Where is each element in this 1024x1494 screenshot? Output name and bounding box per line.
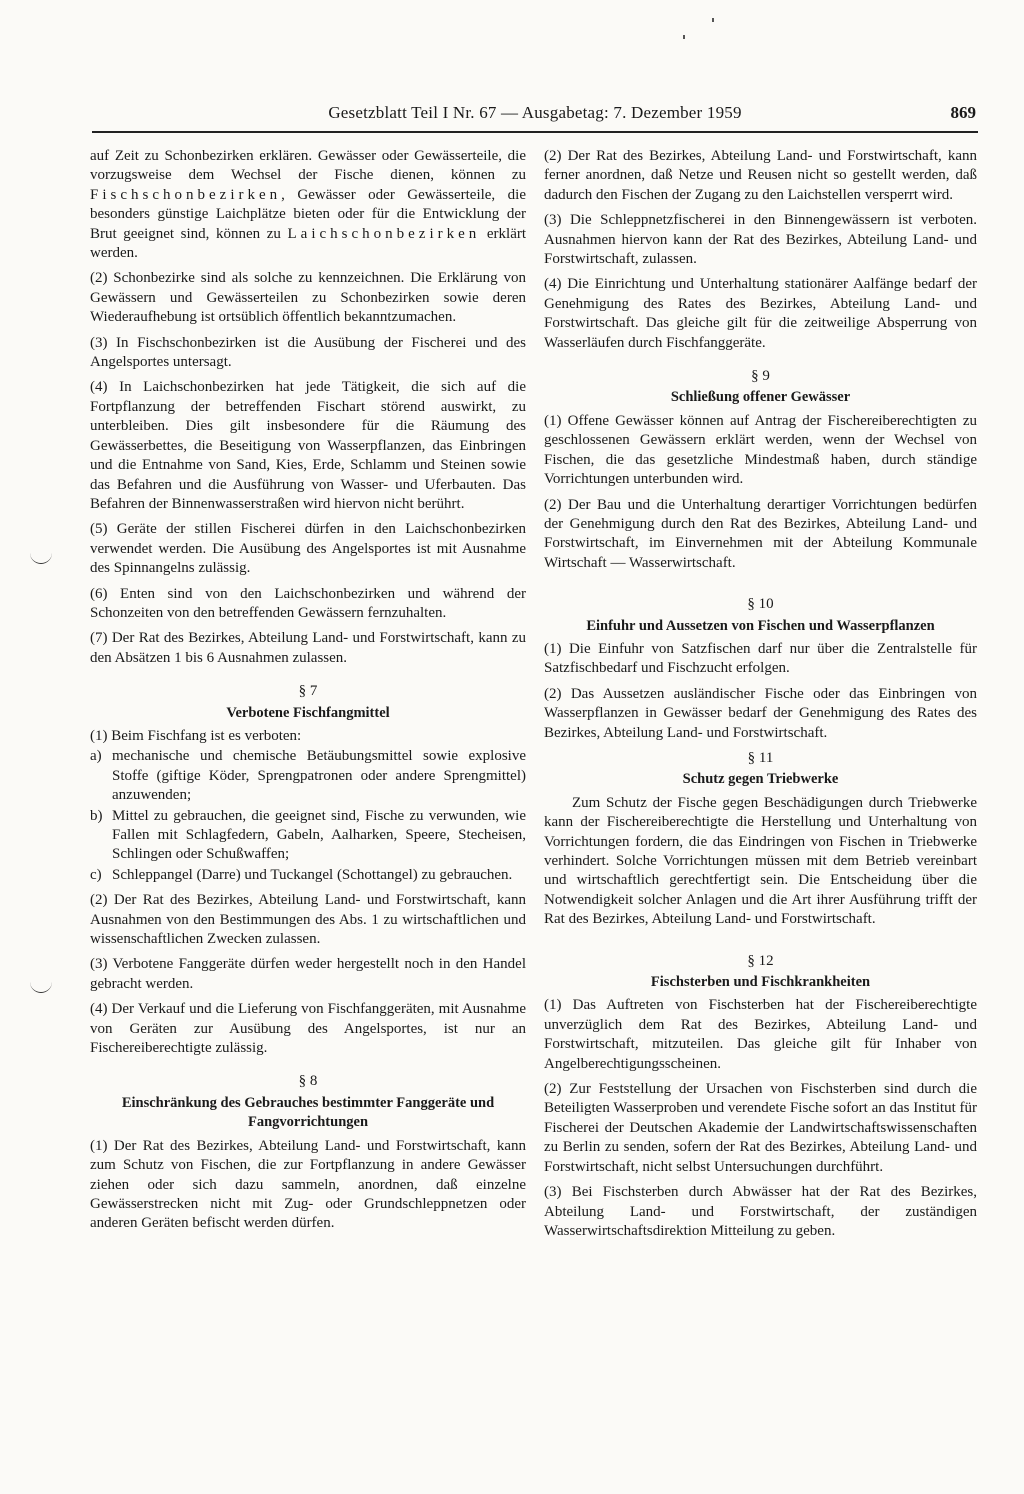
paragraph: (2) Der Rat des Bezirkes, Abteilung Land- und Forstwirtschaft, kann Ausnahmen von den Bestimmungen des Abs. 1 zu wirtschaftlichen und wissenschaftlichen Zwecken zulassen. [90,892,526,948]
paragraph: (1) Das Auftreten von Fischsterben hat der Fischereiberechtigte unverzüglich dem Rat des Bezirkes, Abteilung Land- und Forstwirtschaft, mitzuteilen. Das gleiche gilt für Inhaber von Angelberechtigungsscheinen. [544,997,977,1072]
paragraph: (2) Der Rat des Bezirkes, Abteilung Land- und Forstwirtschaft, kann ferner anordnen, daß Netze und Reusen nicht so gestellt werden, daß dadurch den Fischen der Zugang zu den Laichstellen versperrt wird. [544,148,977,203]
right-column [544,147,977,1247]
section-title: Einfuhr und Aussetzen von Fischen und Wasserpflanzen [586,617,935,634]
text-run: erklärt werden. [90,225,527,262]
paragraph: (4) Der Verkauf und die Lieferung von Fischfanggeräten, mit Ausnahme von Geräten zur Ausübung des Angelsportes, ist nur an Fischereiberechtigte zulässig. [90,1001,526,1057]
margin-mark [30,553,52,564]
list-label: b) [90,807,103,824]
paragraph: (1) Beim Fischfang ist es verboten: [90,727,302,744]
paragraph: (3) Bei Fischsterben durch Abwässer hat der Rat des Bezirkes, Abteilung Land- und Forstwirtschaft, der zuständigen Wasserwirtschaftsdirektion Mitteilung zu geben. [544,1184,977,1239]
paragraph: (2) Schonbezirke sind als solche zu kennzeichnen. Die Erklärung von Gewässern und Gewässerteilen zu Schonbezirken sowie deren Wiederaufhebung ist ortsüblich öffentlich bekanntzumachen. [90,270,526,326]
section-number: § 8 [298,1073,318,1090]
paragraph: (2) Der Bau und die Unterhaltung derartiger Vorrichtungen bedürfen der Genehmigung durch den Rat des Bezirkes, Abteilung Land- und Forstwirtschaft, im Einvernehmen mit der Abteilung Kommunale Wirtschaft — Wasserwirtschaft. [544,496,977,571]
scan-speck [712,18,714,22]
section-title: Schutz gegen Triebwerke [682,771,839,788]
paragraph: (4) Die Einrichtung und Unterhaltung stationärer Aalfänge bedarf der Genehmigung des Rates des Bezirkes, Abteilung Land- und Forstwirtschaft. Das gleiche gilt für die zeitweilige Absperrung von Wasserläufen durch Fischfanggeräte. [544,276,977,351]
section-number: § 7 [298,683,318,700]
paragraph: (1) Offene Gewässer können auf Antrag der Fischereiberechtigten zu geschlossenen Gewässern erklärt werden, wenn der Wechsel von Fischen, die das gesetzliche Mindestmaß haben, durch ständige Vorrichtungen unterbunden wird. [544,412,977,488]
paragraph: (3) Die Schleppnetzfischerei in den Binnengewässern ist verboten. Ausnahmen hiervon kann der Rat des Bezirkes, Abteilung Land- und Forstwirtschaft, zulassen. [544,212,977,268]
paragraph: (3) Verbotene Fanggeräte dürfen weder hergestellt noch in den Handel gebracht werden. [90,956,526,992]
list-label: c) [90,866,102,883]
paragraph: (4) In Laichschonbezirken hat jede Tätigkeit, die sich auf die Fortpflanzung der betreffenden Fischart störend auswirkt, zu unterbleiben. Dies gilt insbesondere für die Räumung des Gewässerbettes, die Beseitigung von Wasserpflanzen, das Einbringen und die Entnahme von Sand, Kies, Erde, Schlamm und Steinen sowie das Befahren und die Ausführung von Wasser- und Uferbauten. Das Befahren der Binnenwasserstraßen wird hiervon nicht berührt. [90,379,526,512]
list-item [90,866,526,885]
paragraph: (1) Die Einfuhr von Satzfischen darf nur über die Zentralstelle für Satzfischbedarf und Fischzucht erfolgen. [544,640,977,677]
paragraph: (7) Der Rat des Bezirkes, Abteilung Land- und Forstwirtschaft, kann zu den Absätzen 1 bis 6 Ausnahmen zulassen. [90,630,526,666]
scan-speck [683,35,685,39]
section-title: Verbotene Fischfangmittel [226,704,390,721]
text-run: auf Zeit zu Schonbezirken erklären. Gewässer oder Gewässerteile, die vorzugsweise dem Wechsel der Fische dienen, können zu [90,148,526,184]
paragraph: (5) Geräte der stillen Fischerei dürfen in den Laichschonbezirken verwendet werden. Die Ausübung des Angelsportes ist mit Ausnahme des Spinnangelns zulässig. [90,521,526,577]
section-title: Einschränkung des Gebrauches bestimmter Fanggeräte und Fangvorrichtungen [121,1094,495,1131]
margin-mark [30,982,52,993]
text-run: , Gewässer oder Gewässerteile, die besonders günstige Laichplätze bieten oder für die Entwicklung der Brut geeignet sind, können zu [90,186,526,242]
list-text: Schleppangel (Darre) und Tuckangel (Schottangel) zu gebrauchen. [112,866,513,883]
emphasis-laichschonbezirken: Laichschonbezirken [287,225,481,242]
emphasis-fischschonbezirken: Fischschonbezirken [90,186,282,203]
section-number: § 9 [751,368,770,385]
paragraph: (2) Zur Feststellung der Ursachen von Fischsterben sind durch die Beteiligten Wasserproben und verendete Fische sofort an das Institut für Fischerei der Deutschen Akademie der Landwirtschaftswissenschaften zu Berlin zu senden, sofern der Rat des Bezirkes, Abteilung Land- und Forstwirtschaft, nicht selbst Untersuchungen durchführt. [544,1081,977,1175]
paragraph: Zum Schutz der Fische gegen Beschädigungen durch Triebwerke kann der Fischereiberechtigte die Herstellung und Unterhaltung von Vorrichtungen fordern, die das Eindringen von Fischen in Triebwerke verhindert. Solche Vorrichtungen müssen mit dem Betrieb vereinbart und wirtschaftlich gerechtfertigt sein. Die Entscheidung über die Notwendigkeit solcher Anlagen und die Art ihrer Ausführung trifft der Rat des Bezirkes, Abteilung Land- und Forstwirtschaft. [544,794,977,928]
section-number: § 12 [747,952,774,969]
list-label: a) [90,748,102,765]
paragraph: (3) In Fischschonbezirken ist die Ausübung der Fischerei und des Angelsportes untersagt. [90,334,526,371]
section-number: § 11 [747,749,774,766]
left-column [90,147,526,1240]
list-text: Mittel zu gebrauchen, die geeignet sind, Fische zu verwunden, wie Fallen mit Schlagfedern, Gabeln, Aalharken, Speere, Stecheisen, Schlingen oder Schußwaffen; [112,807,526,863]
page-number: 869 [950,103,976,122]
paragraph: (6) Enten sind von den Laichschonbezirken und während der Schonzeiten von den betreffenden Gewässern fernzuhalten. [90,585,526,621]
section-title: Schließung offener Gewässer [670,389,851,406]
list-item [90,747,526,805]
list-item [90,807,526,865]
header-title: Gesetzblatt Teil I Nr. 67 — Ausgabetag: 7. Dezember 1959 [328,103,742,122]
page-header [92,103,978,133]
paragraph [90,147,526,263]
section-title: Fischsterben und Fischkrankheiten [650,974,871,991]
paragraph: (1) Der Rat des Bezirkes, Abteilung Land- und Forstwirtschaft, kann zum Schutz von Fischen, die zur Fortpflanzung in andere Gewässer ziehen oder sich dazu sammeln, anordnen, daß einzelne Gewässerstrecken nicht mit Zug- oder Grundschleppnetzen oder anderen Geräten befischt werden dürfen. [90,1137,526,1232]
list-text: mechanische und chemische Betäubungsmittel sowie explosive Stoffe (giftige Köder, Sprengpatronen oder andere Sprengmittel) anzuwenden; [112,748,526,804]
paragraph: (2) Das Aussetzen ausländischer Fische oder das Einbringen von Wasserpflanzen in Gewässer bedarf der Genehmigung des Rates des Bezirkes, Abteilung Land- und Forstwirtschaft. [544,685,977,741]
section-number: § 10 [747,596,774,613]
